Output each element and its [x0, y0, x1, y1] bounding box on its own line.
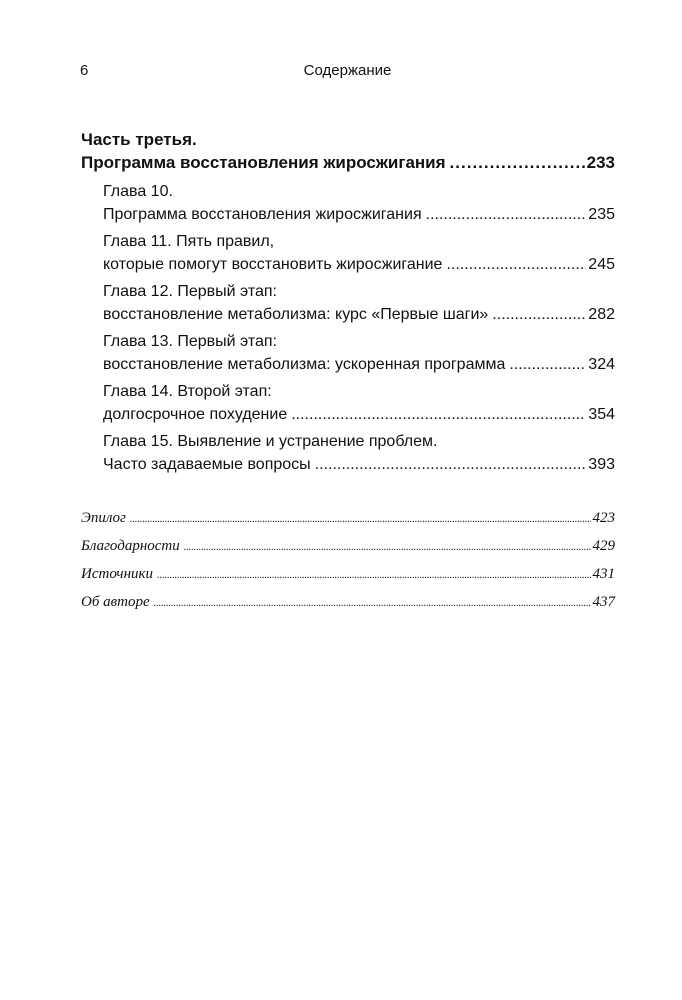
dot-leader [315, 453, 587, 476]
extra-title: Источники [81, 566, 154, 582]
dot-leader [446, 253, 586, 276]
part-label: Часть третья. [81, 130, 197, 149]
extra-page-number: 429 [592, 538, 615, 554]
chapter-page-number: 235 [588, 206, 615, 223]
chapter-page-number: 282 [588, 306, 615, 323]
dot-leader [426, 203, 587, 226]
toc-extra-entry [81, 505, 615, 533]
extra-page-number: 437 [592, 594, 615, 610]
dot-leader [184, 534, 591, 561]
extra-page-number: 423 [592, 510, 615, 526]
page-title: Содержание [303, 62, 392, 79]
extra-page-number: 431 [592, 566, 615, 582]
chapter-title-line [103, 203, 615, 226]
chapter-label: Глава 10. [103, 183, 173, 200]
back-matter-list [81, 505, 615, 617]
chapter-page-number: 324 [588, 356, 615, 373]
toc-part-entry [81, 128, 615, 174]
chapter-title: восстановление метаболизма: ускоренная программа [103, 356, 506, 373]
chapter-label: Глава 12. Первый этап: [103, 283, 277, 300]
toc-chapter-entry [103, 330, 615, 376]
dot-leader [154, 590, 591, 617]
chapter-list [103, 180, 615, 480]
chapter-title: восстановление метаболизма: курс «Первые шаги» [103, 306, 489, 323]
toc-chapter-entry [103, 180, 615, 226]
part-title-line [81, 151, 615, 174]
chapter-title-line [103, 353, 615, 376]
extra-title: Об авторе [81, 594, 150, 610]
dot-leader [157, 562, 590, 589]
chapter-label: Глава 14. Второй этап: [103, 383, 272, 400]
chapter-title-line [103, 303, 615, 326]
page-number: 6 [80, 62, 89, 79]
chapter-page-number: 245 [588, 256, 615, 273]
chapter-title: которые помогут восстановить жиросжигание [103, 256, 443, 273]
chapter-label: Глава 13. Первый этап: [103, 333, 277, 350]
toc-extra-entry [81, 533, 615, 561]
dot-leader [450, 151, 585, 174]
toc-chapter-entry [103, 230, 615, 276]
toc-chapter-entry [103, 430, 615, 476]
chapter-label: Глава 11. Пять правил, [103, 233, 275, 250]
chapter-page-number: 354 [588, 406, 615, 423]
extra-title: Эпилог [81, 510, 126, 526]
dot-leader [130, 506, 591, 533]
toc-extra-entry [81, 589, 615, 617]
chapter-title-line [103, 453, 615, 476]
chapter-page-number: 393 [588, 456, 615, 473]
toc-extra-entry [81, 561, 615, 589]
chapter-title-line [103, 403, 615, 426]
chapter-label: Глава 15. Выявление и устранение проблем. [103, 433, 438, 450]
toc-chapter-entry [103, 380, 615, 426]
part-title: Программа восстановления жиросжигания [81, 153, 446, 172]
chapter-title: Часто задаваемые вопросы [103, 456, 311, 473]
part-page-number: 233 [586, 153, 615, 172]
dot-leader [492, 303, 586, 326]
toc-chapter-entry [103, 280, 615, 326]
dot-leader [291, 403, 586, 426]
extra-title: Благодарности [81, 538, 180, 554]
dot-leader [509, 353, 586, 376]
chapter-title: долгосрочное похудение [103, 406, 288, 423]
page-header [80, 62, 615, 84]
chapter-title-line [103, 253, 615, 276]
chapter-title: Программа восстановления жиросжигания [103, 206, 422, 223]
